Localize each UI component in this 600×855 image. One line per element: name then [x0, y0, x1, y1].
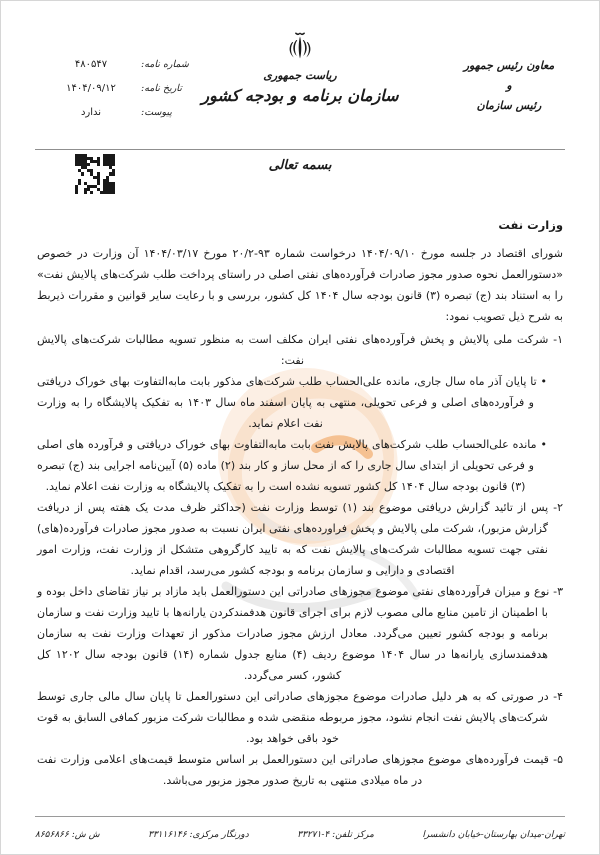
signer-title-line2: و: [506, 79, 512, 92]
org-name: سازمان برنامه و بودجه کشور: [201, 86, 399, 105]
meta-number-label: شماره نامه:: [141, 59, 189, 70]
signer-title-line3: رئیس سازمان: [476, 99, 542, 112]
meta-row-attachment: [29, 107, 209, 118]
besmele-invocation: بسمه تعالی: [268, 158, 332, 173]
footer-divider: [35, 816, 565, 817]
footer-phone: مرکز تلفن: ۴-۳۳۲۷۱: [297, 830, 374, 840]
clause-1-bullets: [37, 371, 547, 497]
meta-date-value: ۱۴۰۴/۰۹/۱۲: [66, 83, 116, 94]
clause-1-bullet-2: • مانده علی‌الحساب طلب شرکت‌های پالایش نفت بابت مابه‌التفاوت بهای خوراک دریافتی و فرآورده های اصلی و فرعی تحویلی از ابتدای سال جاری را که از محل ساز و کار بند (۲) ماده (۵) آیین‌نامه اجرایی بند (ج) تبصره (۳) قانون بودجه سال ۱۴۰۴ کل کشور تسویه نشده است را به تفکیک پالایشگاه به وزارت نفت اعلام نماید.: [37, 434, 547, 497]
meta-attachment-label: پیوست:: [141, 107, 172, 118]
meta-attachment-value: ندارد: [80, 107, 102, 118]
footer-address: تهران-میدان بهارستان-خیابان دانشسرا: [422, 830, 565, 840]
footer-serial: ش ش: ۸۶۵۶۸۶۶: [35, 830, 100, 840]
clause-4: ۴- در صورتی که به هر دلیل صادرات موضوع مجوزهای صادراتی این دستورالعمل تا پایان سال مالی جاری توسط شرکت‌های پالایش نفت انجام نشود، مجوز مربوطه منقضی شده و مطالبات شرکت مزبور کمافی السابق به قوت خود باقی خواهد بود.: [37, 690, 563, 745]
org-presidency-line: ریاست جمهوری: [263, 69, 337, 82]
meta-date-label: تاریخ نامه:: [141, 83, 182, 94]
footer-contact-bar: [35, 830, 565, 840]
header-divider: [35, 149, 565, 150]
footer-fax: دورنگار مرکزی: ۳۳۱۱۶۱۴۶: [147, 830, 249, 840]
recipient-title: وزارت نفت: [498, 218, 563, 232]
letter-body: [37, 215, 563, 791]
clause-2: ۲- پس از تائید گزارش دریافتی موضوع بند (۱) توسط وزارت نفت (حداکثر ظرف مدت یک هفته پس از دریافت گزارش مزبور)، شرکت ملی پالایش و پخش فراورده‌های نفتی ایران نسبت به صدور مجوز صادرات فرآورده(های) نفتی جهت تسویه مطالبات شرکت‌های پالایش نفت که به تایید کارگروهی متشکل از وزارت نفت، وزارت امور اقتصادی و دارایی و سازمان برنامه و بودجه کشور می‌رسد، اقدام نماید.: [37, 501, 563, 577]
iran-national-emblem-icon: [285, 29, 315, 67]
clause-3: ۳- نوع و میزان فرآورده‌های نفتی موضوع مجوزهای صادراتی این دستورالعمل باید مازاد بر نیاز تقاضای داخل بوده و با اطمینان از تامین منابع مالی مصوب لازم برای اجرای قانون هدفمندکردن یارانه‌ها با تایید وزارت نفت و سازمان برنامه و بودجه کشور تعیین می‌گردد. معادل ارزش مجوز صادرات مذکور از تعهدات وزارت نفت به سازمان هدفمندسازی یارانه‌ها در سال ۱۴۰۴ موضوع ردیف (۴) منابع جدول شماره (۱۴) قانون بودجه سال ۱۲۰۲ کل کشور، کسر می‌گردد.: [37, 585, 563, 682]
meta-number-value: ۴۸۰۵۴۷: [74, 59, 108, 70]
signer-title-line1: معاون رئیس جمهور: [463, 59, 555, 72]
clause-1-bullet-1: • تا پایان آذر ماه سال جاری، مانده علی‌الحساب طلب شرکت‌های مذکور بابت مابه‌التفاوت بهای خوراک دریافتی و فرآورده‌های اصلی و فرعی تحویلی، منتهی به پایان اسفند ماه سال ۱۴۰۳ به تفکیک پالایشگاه را به وزارت نفت اعلام نماید.: [37, 371, 547, 434]
qr-code: [75, 154, 115, 194]
clause-1: ۱- شرکت ملی پالایش و پخش فرآورده‌های نفتی ایران مکلف است به منظور تسویه مطالبات شرکت‌های پالایش نفت:: [37, 333, 563, 367]
signer-title-block: [439, 59, 579, 119]
intro-paragraph: شورای اقتصاد در جلسه مورخ ۱۴۰۴/۰۹/۱۰ درخواست شماره ۹۳-۲۰/۲ مورخ ۱۴۰۴/۰۳/۱۷ آن وزارت در خصوص «دستورالعمل نحوه صدور مجوز صادرات فرآورده‌های نفتی اصلی در راستای پرداخت طلب شرکت‌های پالایش نفت» را به استناد بند (ج) تبصره (۳) قانون بودجه سال ۱۴۰۴ کل کشور، بررسی و با رعایت سایر قوانین و مقررات ذیربط به شرح ذیل تصویب نمود:: [37, 247, 563, 323]
clause-5: ۵- قیمت فرآورده‌های موضوع مجوزهای صادراتی این دستورالعمل بر اساس متوسط قیمت‌های اعلامی وزارت نفت در ماه میلادی منتهی به تاریخ صدور مجوز مزبور می‌باشد.: [37, 753, 563, 787]
